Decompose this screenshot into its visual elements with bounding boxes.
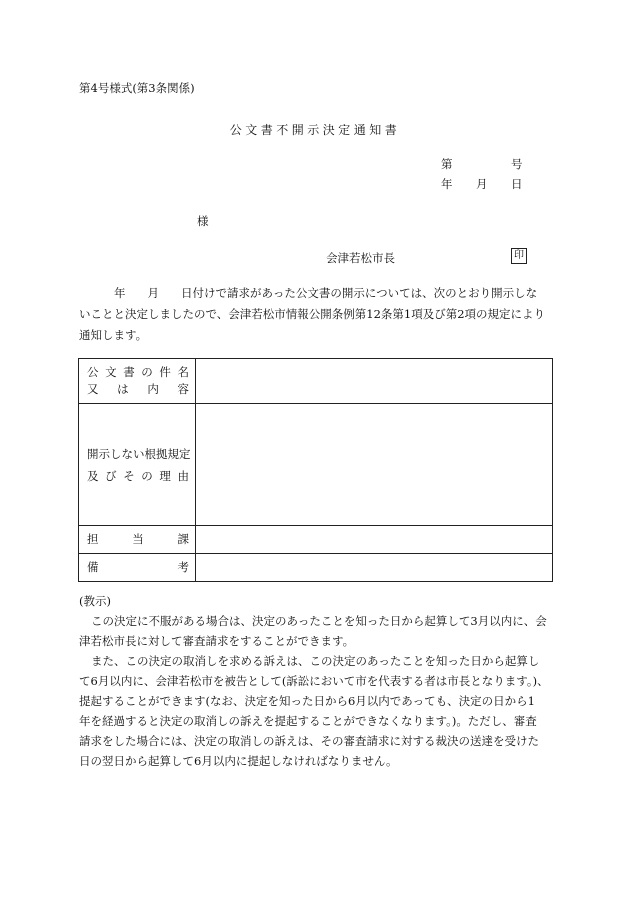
body-date-year: 年: [114, 286, 126, 300]
date-year-label: 年: [441, 177, 453, 191]
instruction-notes: [79, 591, 553, 771]
body-line-2: いことと決定しましたので、会津若松市情報公開条例第12条第1項及び第2項の規定により: [79, 307, 546, 321]
body-date-month: 月: [147, 286, 159, 300]
date-day-label: 日: [511, 177, 523, 191]
label-char: 内: [147, 382, 159, 396]
addressee-honorific: 様: [197, 214, 209, 228]
label-char: そ: [123, 468, 135, 483]
number-prefix: 第: [441, 157, 453, 171]
notes-line: て6月以内に、会津若松市を被告として(訴訟において市を代表する者は市長となります。)、: [79, 674, 549, 688]
label-char: 容: [177, 382, 189, 396]
label-char: 備: [87, 560, 99, 574]
table-row-reason: [79, 404, 553, 526]
label-reason: [79, 404, 196, 526]
label-char: 担: [87, 532, 99, 546]
label-char: は: [117, 382, 129, 396]
label-char: 開: [87, 446, 99, 461]
date-month-label: 月: [476, 177, 488, 191]
label-char: 名: [177, 365, 189, 379]
label-char: 文: [105, 365, 117, 379]
label-char: 書: [123, 365, 135, 379]
seal-mark: 印: [511, 248, 527, 264]
notes-line: この決定に不服がある場合は、決定のあったことを知った日から起算して3月以内に、会: [91, 614, 547, 628]
value-document-name[interactable]: [196, 359, 553, 404]
label-char: 理: [159, 468, 171, 483]
label-char: な: [121, 446, 133, 461]
value-department[interactable]: [196, 526, 553, 554]
label-char: の: [141, 365, 153, 379]
label-reason-line-1: [79, 443, 195, 465]
label-char: 考: [177, 560, 189, 574]
label-char: の: [141, 468, 153, 483]
notes-line: 日の翌日から起算して6月以内に提起しなければなりません。: [79, 754, 398, 768]
sender-name: 会津若松市長: [326, 251, 395, 265]
notice-body: [79, 283, 553, 346]
label-char: 当: [132, 532, 144, 546]
label-char: い: [133, 446, 145, 461]
label-department: [79, 526, 196, 554]
notes-line: 提起することができます(なお、決定を知った日から6月以内であっても、決定の日から1: [79, 694, 536, 708]
label-char: び: [105, 468, 117, 483]
value-remarks[interactable]: [196, 554, 553, 582]
label-char: 及: [87, 468, 99, 483]
label-remarks-text: [79, 559, 195, 576]
label-document-name: [79, 359, 196, 404]
notes-line: また、この決定の取消しを求める訴えは、この決定のあったことを知った日から起算し: [91, 654, 540, 668]
label-document-name-line-1: [79, 364, 195, 381]
value-reason[interactable]: [196, 404, 553, 526]
label-char: し: [110, 446, 122, 461]
notice-table: [78, 358, 553, 582]
table-row-department: [79, 526, 553, 554]
notes-line: 津若松市長に対して審査請求をすることができます。: [79, 634, 355, 648]
notes-line: 年を経過すると決定の取消しの訴えを提起することができなくなります。)。ただし、審査: [79, 714, 537, 728]
notes-heading: (教示): [79, 594, 111, 608]
label-char: 件: [159, 365, 171, 379]
number-suffix: 号: [511, 157, 523, 171]
label-char: 又: [87, 382, 99, 396]
label-char: 規: [167, 446, 179, 461]
label-reason-line-2: [79, 465, 195, 487]
body-line-1-text: 日付けで請求があった公文書の開示については、次のとおり開示しな: [181, 286, 538, 300]
label-char: 公: [87, 365, 99, 379]
label-char: 課: [177, 532, 189, 546]
label-char: 定: [179, 446, 191, 461]
label-char: 示: [98, 446, 110, 461]
label-document-name-line-2: [79, 381, 195, 398]
label-char: 根: [144, 446, 156, 461]
document-title: 公文書不開示決定通知書: [229, 123, 401, 137]
table-row-document-name: [79, 359, 553, 404]
label-remarks: [79, 554, 196, 582]
body-line-1: [79, 283, 553, 304]
table-row-remarks: [79, 554, 553, 582]
label-department-text: [79, 531, 195, 548]
label-char: 拠: [156, 446, 168, 461]
notes-line: 請求をした場合には、決定の取消しの訴えは、その審査請求に対する裁決の送達を受けた: [79, 734, 539, 748]
body-line-3: 通知します。: [79, 328, 148, 342]
form-number-label: 第4号様式(第3条関係): [79, 81, 195, 95]
label-char: 由: [177, 468, 189, 483]
